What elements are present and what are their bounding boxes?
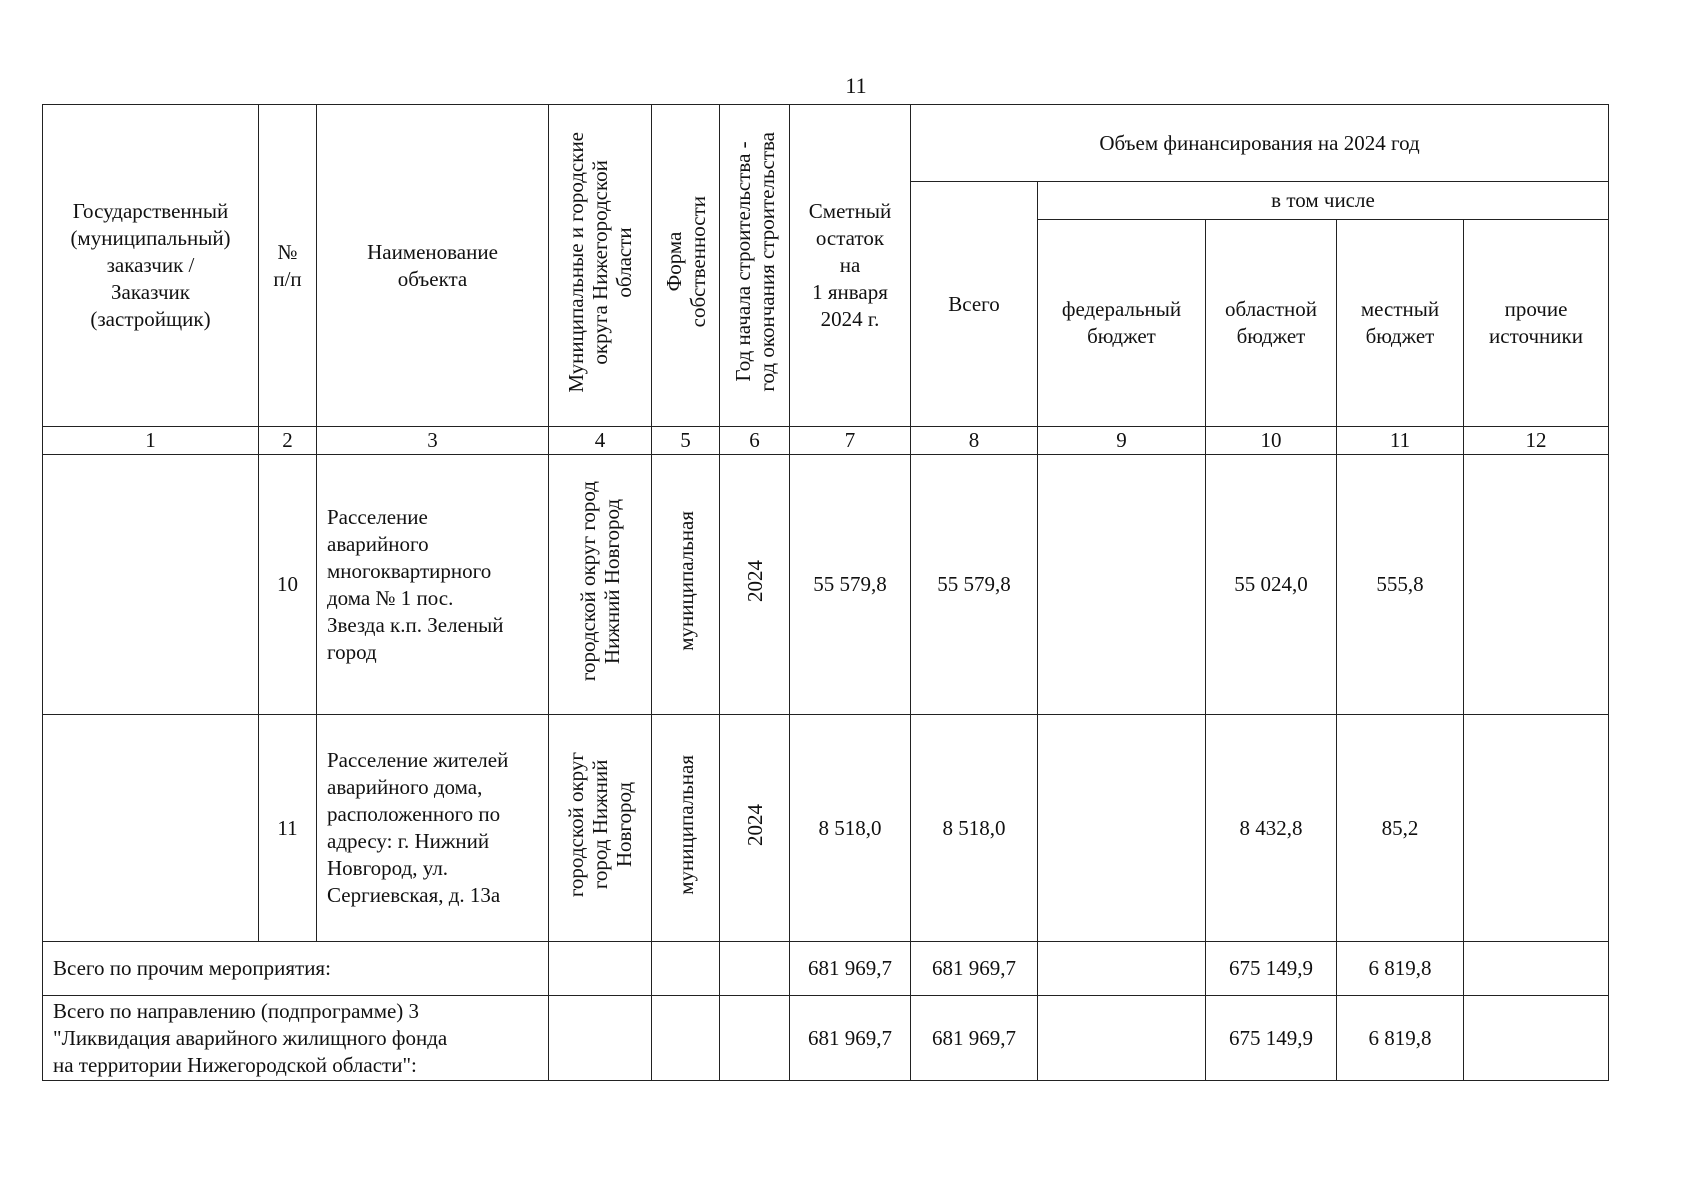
cell-local: 555,8 <box>1337 455 1464 715</box>
cell-total: 8 518,0 <box>911 715 1038 942</box>
financing-table <box>42 104 1609 1081</box>
cell-num: 11 <box>259 715 317 942</box>
cell-object: Расселение аварийного многоквартирного дома № 1 пос. Звезда к.п. Зеленый город <box>317 455 549 715</box>
cell-object: Расселение жителей аварийного дома, расположенного по адресу: г. Нижний Новгород, ул. Сергиевская, д. 13а <box>317 715 549 942</box>
col-number: 3 <box>317 427 549 455</box>
col-number: 4 <box>549 427 652 455</box>
cell-other <box>1464 715 1609 942</box>
cell-customer <box>43 715 259 942</box>
totals-local: 6 819,8 <box>1337 942 1464 996</box>
col-number: 8 <box>911 427 1038 455</box>
totals-federal <box>1038 942 1206 996</box>
header-including: в том числе <box>1038 182 1609 220</box>
header-local: местный бюджет <box>1337 220 1464 427</box>
header-num: № п/п <box>259 105 317 427</box>
totals-estimate: 681 969,7 <box>790 996 911 1081</box>
cell-federal <box>1038 455 1206 715</box>
totals-row <box>43 996 1609 1081</box>
totals-label: Всего по направлению (подпрограмме) 3 "Ликвидация аварийного жилищного фонда на территории Нижегородской области": <box>43 996 549 1081</box>
cell-year: 2024 <box>720 455 790 715</box>
totals-other <box>1464 942 1609 996</box>
col-number: 1 <box>43 427 259 455</box>
cell-estimate: 8 518,0 <box>790 715 911 942</box>
cell-municipality: городской округ город Нижний Новгород <box>549 455 652 715</box>
header-municipality: Муниципальные и городские округа Нижегородской области <box>549 105 652 427</box>
totals-label: Всего по прочим мероприятия: <box>43 942 549 996</box>
cell-local: 85,2 <box>1337 715 1464 942</box>
col-number: 6 <box>720 427 790 455</box>
cell-ownership: муниципальная <box>652 455 720 715</box>
empty-cell <box>652 996 720 1081</box>
column-numbers-row <box>43 427 1609 455</box>
empty-cell <box>720 996 790 1081</box>
header-customer: Государственный (муниципальный) заказчик / Заказчик (застройщик) <box>43 105 259 427</box>
header-other: прочие источники <box>1464 220 1609 427</box>
header-row-1 <box>43 105 1609 182</box>
cell-federal <box>1038 715 1206 942</box>
cell-num: 10 <box>259 455 317 715</box>
header-funding: Объем финансирования на 2024 год <box>911 105 1609 182</box>
col-number: 11 <box>1337 427 1464 455</box>
col-number: 2 <box>259 427 317 455</box>
col-number: 12 <box>1464 427 1609 455</box>
header-total: Всего <box>911 182 1038 427</box>
table-row <box>43 715 1609 942</box>
totals-local: 6 819,8 <box>1337 996 1464 1081</box>
header-object-name: Наименование объекта <box>317 105 549 427</box>
col-number: 5 <box>652 427 720 455</box>
cell-customer <box>43 455 259 715</box>
page-number: 11 <box>845 73 867 98</box>
cell-municipality: городской округ город Нижний Новгород <box>549 715 652 942</box>
totals-other <box>1464 996 1609 1081</box>
header-ownership: Форма собственности <box>652 105 720 427</box>
header-years: Год начала строительства - год окончания строительства <box>720 105 790 427</box>
table-row <box>43 455 1609 715</box>
empty-cell <box>720 942 790 996</box>
totals-federal <box>1038 996 1206 1081</box>
empty-cell <box>652 942 720 996</box>
col-number: 9 <box>1038 427 1206 455</box>
totals-regional: 675 149,9 <box>1206 996 1337 1081</box>
totals-total: 681 969,7 <box>911 996 1038 1081</box>
cell-regional: 55 024,0 <box>1206 455 1337 715</box>
totals-estimate: 681 969,7 <box>790 942 911 996</box>
empty-cell <box>549 942 652 996</box>
cell-other <box>1464 455 1609 715</box>
cell-year: 2024 <box>720 715 790 942</box>
header-federal: федеральный бюджет <box>1038 220 1206 427</box>
header-estimate: Сметный остаток на 1 января 2024 г. <box>790 105 911 427</box>
totals-row <box>43 942 1609 996</box>
col-number: 10 <box>1206 427 1337 455</box>
cell-regional: 8 432,8 <box>1206 715 1337 942</box>
totals-total: 681 969,7 <box>911 942 1038 996</box>
cell-estimate: 55 579,8 <box>790 455 911 715</box>
empty-cell <box>549 996 652 1081</box>
cell-ownership: муниципальная <box>652 715 720 942</box>
cell-total: 55 579,8 <box>911 455 1038 715</box>
totals-regional: 675 149,9 <box>1206 942 1337 996</box>
header-regional: областной бюджет <box>1206 220 1337 427</box>
col-number: 7 <box>790 427 911 455</box>
